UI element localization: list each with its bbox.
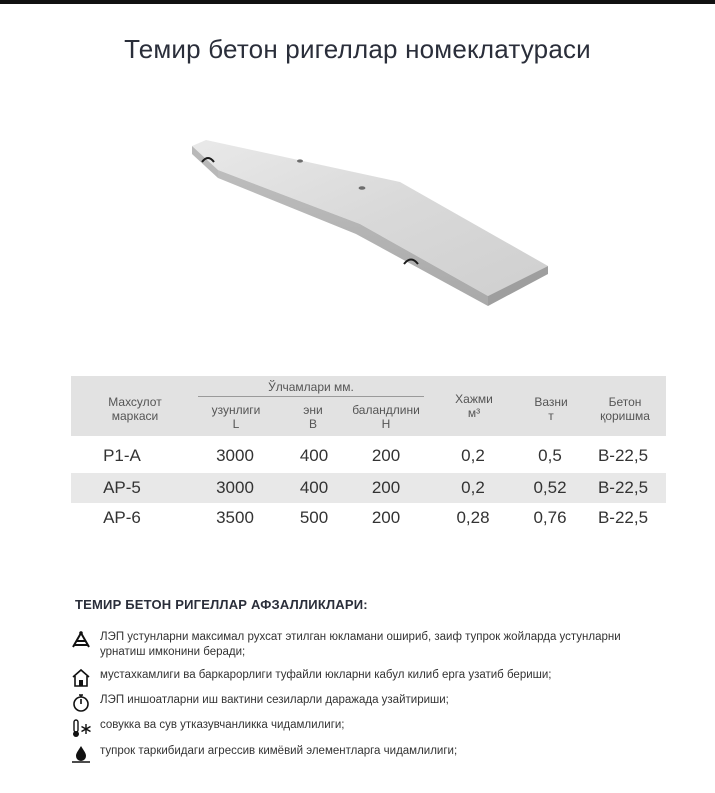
cell-volume: 0,2: [461, 446, 485, 465]
cell-width: 400: [299, 478, 329, 497]
header-width: эни B: [303, 403, 323, 431]
cell-length: 3000: [216, 446, 254, 465]
cell-length: 3500: [216, 508, 254, 527]
header-volume: Хажми м³: [455, 392, 493, 420]
top-border: [0, 0, 715, 4]
cell-height: 200: [371, 508, 401, 527]
cell-length: 3000: [216, 478, 254, 497]
stopwatch-icon: [70, 693, 92, 713]
cell-height: 200: [371, 446, 401, 465]
cell-mark: АР-5: [103, 478, 141, 497]
header-divider: [198, 396, 424, 397]
cell-volume: 0,2: [461, 478, 485, 497]
advantage-text: мустахкамлиги ва баркарорлиги туфайли юкларни кабул килиб ерга узатиб бериши;: [100, 669, 552, 681]
page-title: Темир бетон ригеллар номеклатураси: [124, 34, 591, 64]
thermometer-snow-icon: [70, 718, 92, 738]
header-dimensions: Ўлчамлари мм.: [268, 380, 354, 394]
advantages-title: ТЕМИР БЕТОН РИГЕЛЛАР АФЗАЛЛИКЛАРИ:: [75, 597, 368, 612]
table-row: [71, 503, 666, 533]
header-height: баландлини H: [352, 403, 420, 431]
cell-concrete: В-22,5: [597, 446, 649, 465]
advantage-text: совукка ва сув утказувчанликка чидамлилиги;: [100, 719, 345, 731]
header-product: Махсулот маркаси: [108, 395, 162, 423]
advantage-text: тупрок таркибидаги агрессив кимёвий элементларга чидамлилиги;: [100, 745, 458, 757]
water-drop-icon: [70, 744, 92, 764]
cell-volume: 0,28: [456, 508, 490, 527]
cell-weight: 0,5: [538, 446, 562, 465]
cell-height: 200: [371, 478, 401, 497]
header-concrete: Бетон қоришма: [600, 395, 650, 423]
advantage-text: ЛЭП иншоатларни иш вактини сезиларли даражада узайтириши;: [100, 694, 449, 706]
cell-weight: 0,76: [533, 508, 567, 527]
cell-concrete: В-22,5: [597, 508, 649, 527]
table-row: [71, 441, 666, 471]
power-line-icon: [70, 630, 92, 650]
cell-width: 400: [299, 446, 329, 465]
cell-mark: АР-6: [103, 508, 141, 527]
advantage-text: ЛЭП устунларни максимал рухсат этилган юкламани ошириб, заиф тупрок жойларда устунларни урнатиш имконини беради;: [100, 631, 621, 658]
header-length: узунлиги L: [211, 403, 261, 431]
header-weight: Вазни т: [534, 395, 568, 423]
cell-weight: 0,52: [533, 478, 567, 497]
concrete-beam-image: [188, 128, 550, 306]
cell-mark: Р1-А: [103, 446, 141, 465]
cell-width: 500: [299, 508, 329, 527]
cell-concrete: В-22,5: [597, 478, 649, 497]
table-row: [71, 473, 666, 503]
house-icon: [70, 668, 92, 688]
